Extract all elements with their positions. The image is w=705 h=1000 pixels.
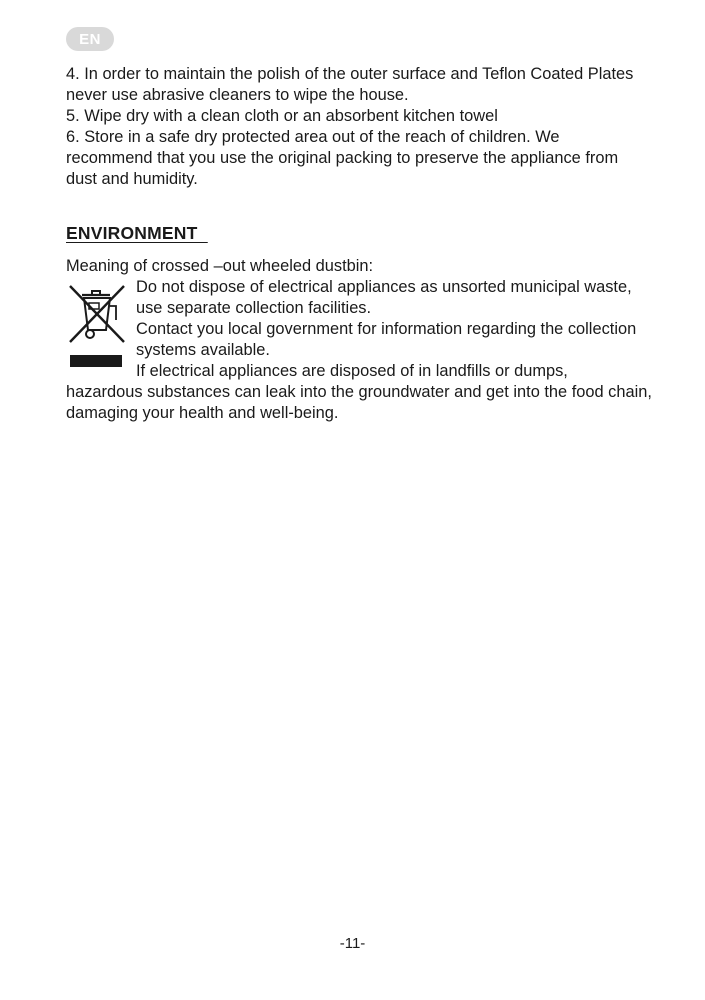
care-instructions	[66, 64, 646, 190]
environment-heading: ENVIRONMENT	[66, 223, 198, 243]
disposal-line: Do not dispose of electrical appliances as unsorted municipal waste, use separate collection facilities.	[136, 278, 632, 317]
care-item: 4. In order to maintain the polish of the outer surface and Teflon Coated Plates never use abrasive cleaners to wipe the house.	[66, 65, 634, 104]
disposal-line: Contact you local government for information regarding the collection systems available.	[136, 320, 637, 359]
language-badge: EN	[66, 27, 114, 51]
care-item: 5. Wipe dry with a clean cloth or an absorbent kitchen towel	[66, 107, 498, 125]
crossed-out-wheeled-bin-icon	[66, 282, 128, 370]
page-number: -11-	[339, 935, 366, 952]
disposal-instructions	[136, 277, 656, 382]
care-item: 6. Store in a safe dry protected area out of the reach of children. We recommend that you use the original packing to preserve the appliance from dust and humidity.	[66, 128, 619, 188]
hazard-text: hazardous substances can leak into the groundwater and get into the food chain, damaging your health and well-being.	[66, 383, 652, 422]
disposal-line: If electrical appliances are disposed of in landfills or dumps,	[136, 362, 568, 380]
bin-meaning-text: Meaning of crossed –out wheeled dustbin:	[66, 257, 374, 275]
